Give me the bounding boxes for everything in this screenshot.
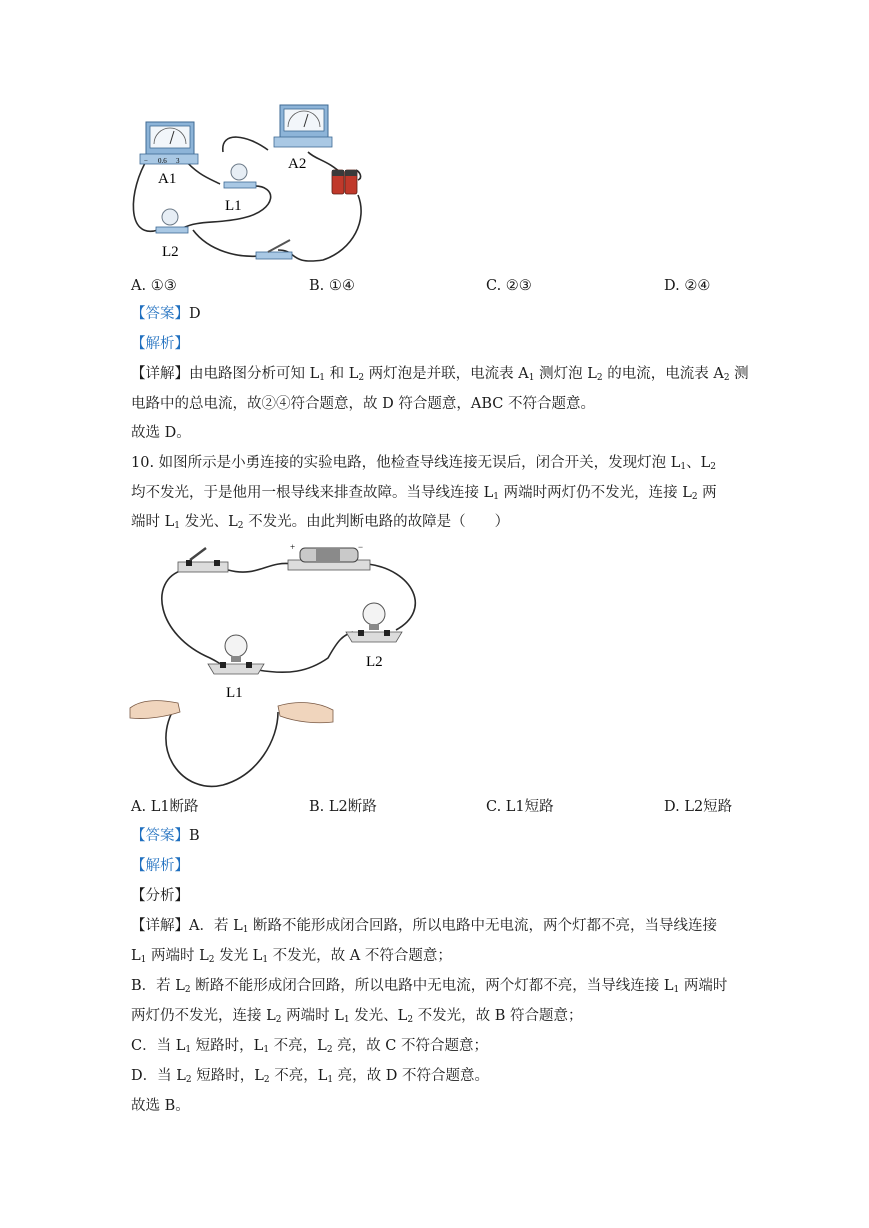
subscript: 2	[691, 492, 698, 502]
detail-text: 由电路图分析可知 L	[189, 366, 320, 382]
switch	[256, 240, 292, 259]
answer-value: D	[189, 306, 201, 322]
detail-text: 断路不能形成闭合回路，所以电路中无电流，两个灯都不亮，当导线连接	[248, 918, 718, 934]
option-text: L1短路	[505, 799, 554, 815]
meter-3-label: 3	[176, 157, 180, 165]
label-a1: A1	[158, 171, 177, 187]
q10-detail-a-line1	[131, 916, 717, 940]
stem-text: 两端时两灯仍不发光，连接 L	[498, 485, 692, 501]
option-letter: D.	[664, 278, 680, 294]
q10-detail-a-line2	[131, 946, 452, 970]
q10-option-b	[309, 797, 377, 817]
detail-text: 断路不能形成闭合回路，所以电路中无电流，两个灯都不亮，当导线连接 L	[190, 978, 674, 994]
option-text: L2断路	[328, 799, 377, 815]
subscript: 2	[275, 1015, 282, 1025]
subscript: 2	[263, 1075, 270, 1085]
detail-text: L	[131, 948, 141, 964]
subscript: 1	[262, 955, 269, 965]
analyze-tag: 【分析】	[131, 888, 189, 904]
right-hand-icon	[278, 703, 333, 723]
detail-text: 不亮，L	[269, 1068, 328, 1084]
switch	[178, 548, 228, 572]
subscript: 2	[184, 985, 191, 995]
q10-detail-b-line2	[131, 1006, 583, 1030]
subscript: 1	[263, 1045, 270, 1055]
q9-detail-line2: 电路中的总电流，故②④符合题意，故 D 符合题意，ABC 不符合题意。	[131, 396, 595, 412]
subscript: 1	[185, 1045, 192, 1055]
option-letter: A.	[131, 799, 147, 815]
detail-text: 测	[729, 366, 749, 382]
subscript: 2	[358, 373, 365, 383]
stem-text: 均不发光，于是他用一根导线来排查故障。当导线连接 L	[131, 485, 494, 501]
q10-detail-b-line1	[131, 976, 727, 1000]
option-text: L1断路	[150, 799, 199, 815]
analysis-tag: 【解析】	[131, 858, 189, 874]
stem-text: 端时 L	[131, 514, 175, 530]
ammeter-a1	[140, 122, 198, 165]
q10-conclusion: 故选 B。	[131, 1098, 190, 1114]
detail-text: 两灯仍不发光，连接 L	[131, 1008, 276, 1024]
option-text: ②④	[684, 278, 711, 294]
q10-detail-c	[131, 1036, 488, 1060]
detail-tag: 【详解】	[131, 918, 189, 934]
q10-analysis-tag	[131, 856, 189, 876]
detail-text: 不发光，故 B 符合题意；	[413, 1008, 583, 1024]
detail-text: 发光、L	[349, 1008, 408, 1024]
subscript: 2	[407, 1015, 414, 1025]
ammeter-a2	[274, 105, 332, 147]
subscript: 2	[208, 955, 215, 965]
option-letter: A.	[131, 278, 147, 294]
detail-text: 亮，故 C 不符合题意；	[332, 1038, 488, 1054]
battery	[332, 170, 357, 194]
q9-conclusion: 故选 D。	[131, 425, 191, 441]
q10-answer	[131, 826, 200, 846]
q10-analyze-tag	[131, 886, 189, 906]
detail-text: 测灯泡 L	[534, 366, 597, 382]
subscript: 1	[327, 1075, 334, 1085]
stem-text: 不发光。由此判断电路的故障是（ ）	[243, 514, 510, 530]
bulb-l2	[156, 209, 188, 233]
q10-option-d	[664, 797, 732, 817]
q9-option-b	[309, 276, 355, 296]
svg-text:−: −	[358, 542, 364, 552]
detail-text: C．当 L	[131, 1038, 186, 1054]
detail-text: 两灯泡是并联，电流表 A	[364, 366, 529, 382]
stem-text: 如图所示是小勇连接的实验电路，他检查导线连接无误后，闭合开关，发现灯泡 L	[158, 455, 681, 471]
option-text: ①③	[150, 278, 177, 294]
label-l1: L1	[225, 198, 242, 214]
option-text: ①④	[328, 278, 355, 294]
q9-option-c	[486, 276, 532, 296]
detail-tag: 【详解】	[131, 366, 189, 382]
detail-text: A．若 L	[189, 918, 243, 934]
q9-option-a	[131, 276, 177, 296]
option-letter: B.	[309, 799, 325, 815]
option-letter: C.	[486, 799, 502, 815]
label-l2: L2	[162, 244, 179, 260]
subscript: 1	[242, 925, 249, 935]
detail-text: B．若 L	[131, 978, 185, 994]
meter-minus-label: −	[144, 157, 148, 165]
subscript: 1	[528, 373, 535, 383]
label-l1: L1	[226, 685, 243, 701]
detail-text: 和 L	[324, 366, 359, 382]
stem-text: 两	[697, 485, 717, 501]
circuit-figure-q10	[128, 540, 438, 790]
subscript: 2	[710, 462, 717, 472]
analysis-tag: 【解析】	[131, 336, 189, 352]
subscript: 1	[319, 373, 325, 383]
detail-text: 的电流，电流表 A	[602, 366, 724, 382]
battery	[288, 542, 370, 570]
bulb-l1	[208, 635, 264, 674]
bulb-l1	[224, 164, 256, 188]
meter-06-label: 0.6	[158, 157, 167, 165]
left-hand-icon	[130, 701, 180, 719]
subscript: 1	[680, 462, 687, 472]
detail-text: 两端时 L	[146, 948, 209, 964]
label-a2: A2	[288, 156, 307, 172]
q10-stem-line2	[131, 483, 717, 507]
detail-text: 短路时，L	[191, 1038, 264, 1054]
detail-text: 两端时	[679, 978, 728, 994]
option-letter: B.	[309, 278, 325, 294]
option-letter: D.	[664, 799, 680, 815]
detail-text: 发光 L	[214, 948, 263, 964]
subscript: 2	[237, 521, 244, 531]
subscript: 1	[493, 492, 499, 502]
subscript: 2	[185, 1075, 192, 1085]
q10-detail-d	[131, 1066, 489, 1090]
detail-text: 两端时 L	[281, 1008, 344, 1024]
q9-detail-line1	[131, 364, 749, 388]
subscript: 2	[723, 373, 730, 383]
svg-text:+: +	[290, 542, 296, 552]
option-text: L2短路	[684, 799, 733, 815]
stem-text: 、L	[686, 455, 711, 471]
bulb-l2	[346, 603, 402, 642]
q10-stem-line1	[131, 453, 716, 477]
subscript: 1	[343, 1015, 350, 1025]
subscript: 1	[140, 955, 147, 965]
option-text: ②③	[505, 278, 532, 294]
subscript: 1	[174, 521, 180, 531]
subscript: 1	[673, 985, 680, 995]
detail-text: 亮，故 D 不符合题意。	[333, 1068, 490, 1084]
circuit-figure-q9	[128, 100, 368, 272]
answer-tag: 【答案】	[131, 306, 189, 322]
stem-text: 发光、L	[179, 514, 238, 530]
q9-answer	[131, 304, 201, 324]
question-number: 10.	[131, 455, 155, 471]
q10-option-c	[486, 797, 554, 817]
q9-analysis-tag	[131, 334, 189, 354]
q9-option-d	[664, 276, 710, 296]
label-l2: L2	[366, 654, 383, 670]
detail-text: 短路时，L	[191, 1068, 264, 1084]
q10-option-a	[131, 797, 199, 817]
detail-text: D．当 L	[131, 1068, 186, 1084]
detail-text: 不发光，故 A 不符合题意；	[268, 948, 452, 964]
q10-stem-line3	[131, 512, 509, 536]
subscript: 2	[596, 373, 603, 383]
option-letter: C.	[486, 278, 502, 294]
answer-tag: 【答案】	[131, 828, 189, 844]
answer-value: B	[189, 828, 200, 844]
subscript: 2	[326, 1045, 333, 1055]
detail-text: 不亮，L	[269, 1038, 327, 1054]
